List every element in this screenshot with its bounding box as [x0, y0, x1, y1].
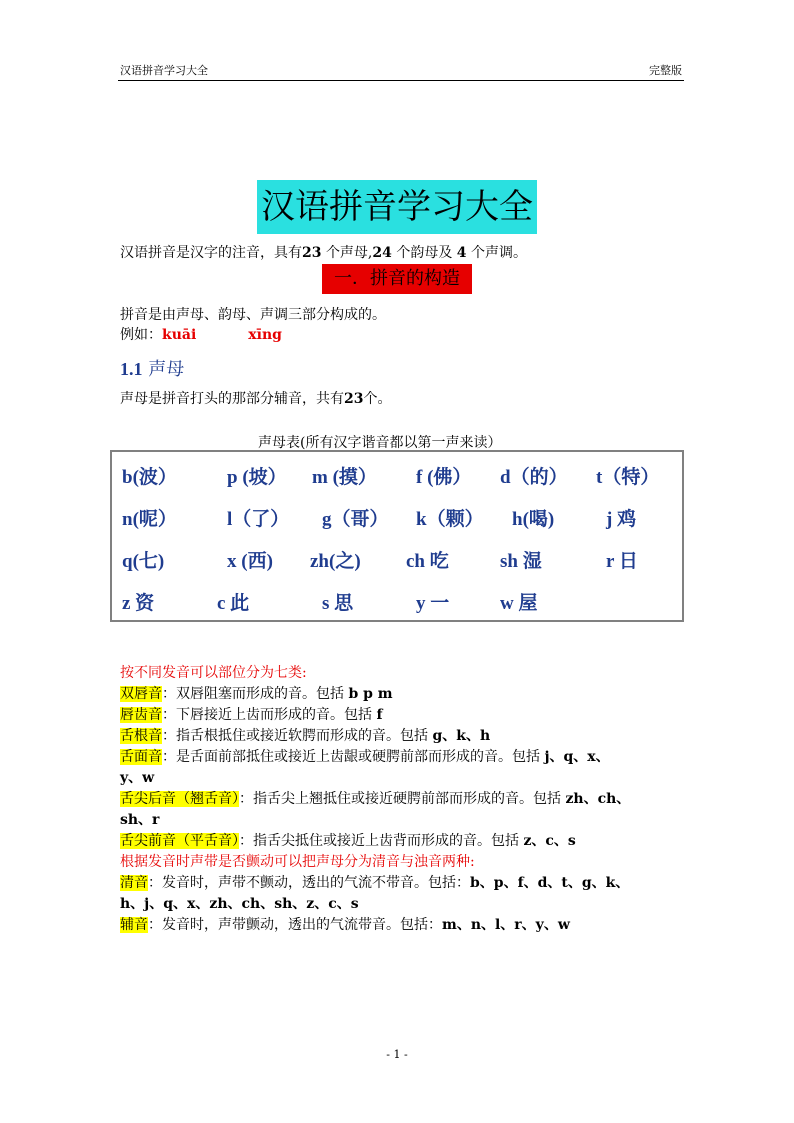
initial-cell: h(喝) — [512, 509, 555, 530]
initial-cell: p (坡） — [227, 467, 287, 488]
initial-cell: r 日 — [606, 551, 638, 572]
header-right: 完整版 — [649, 64, 682, 77]
initial-cell: n(呢） — [122, 509, 177, 530]
voicing-intro: 根据发音时声带是否颤动可以把声母分为清音与浊音两种: — [120, 854, 475, 870]
subheading-initials: 1.1 声母 — [120, 359, 185, 380]
document-title: 汉语拼音学习大全 — [257, 180, 537, 234]
initial-cell: t（特） — [596, 467, 660, 488]
initials-description: 声母是拼音打头的那部分辅音，共有23个。 — [120, 391, 392, 407]
section-heading: 一．拼音的构造 — [322, 264, 472, 294]
initial-cell: c 此 — [217, 593, 250, 614]
category-line-continued: y、w — [120, 770, 155, 786]
category-line: 舌尖后音（翘舌音）：指舌尖上翘抵住或接近硬腭前部而形成的音。包括 zh、ch、 — [120, 791, 631, 807]
initial-cell: y 一 — [416, 593, 450, 614]
category-line: 双唇音：双唇阻塞而形成的音。包括 b p m — [120, 686, 393, 702]
initial-cell: zh(之) — [310, 551, 361, 572]
initial-cell: z 资 — [122, 593, 155, 614]
initial-cell: f (佛） — [416, 467, 472, 488]
category-line: 舌尖前音（平舌音）：指舌尖抵住或接近上齿背而形成的音。包括 z、c、s — [120, 833, 576, 849]
page-number: - 1 - — [386, 1048, 408, 1061]
initial-cell: m (摸） — [312, 467, 377, 488]
initial-cell: s 思 — [322, 593, 354, 614]
category-line-continued: sh、r — [120, 812, 160, 828]
initial-cell: sh 湿 — [500, 551, 542, 572]
initial-cell: l（了） — [227, 509, 290, 530]
categories-intro: 按不同发音可以部位分为七类: — [120, 665, 307, 681]
voicing-line: 辅音：发音时，声带颤动，透出的气流带音。包括：m、n、l、r、y、w — [120, 917, 570, 933]
category-line: 唇齿音：下唇接近上齿而形成的音。包括 f — [120, 707, 383, 723]
initial-cell: b(波） — [122, 467, 177, 488]
category-line: 舌面音：是舌面前部抵住或接近上齿龈或硬腭前部而形成的音。包括 j、q、x、 — [120, 749, 610, 765]
voicing-line: 清音：发音时，声带不颤动，透出的气流不带音。包括：b、p、f、d、t、g、k、 — [120, 875, 630, 891]
header-divider — [118, 80, 684, 81]
intro-paragraph: 汉语拼音是汉字的注音，具有23 个声母,24 个韵母及 4 个声调。 — [120, 245, 527, 261]
initial-cell: g（哥） — [322, 509, 389, 530]
initial-cell: k（颗） — [416, 509, 484, 530]
initial-cell: w 屋 — [500, 593, 538, 614]
voicing-line-continued: h、j、q、x、zh、ch、sh、z、c、s — [120, 896, 359, 912]
table-caption: 声母表(所有汉字谐音都以第一声来读） — [258, 435, 502, 451]
initials-table — [110, 450, 684, 622]
category-line: 舌根音：指舌根抵住或接近软腭而形成的音。包括 g、k、h — [120, 728, 491, 744]
initial-cell: q(七) — [122, 551, 165, 572]
initial-cell: x (西) — [227, 551, 273, 572]
initial-cell: ch 吃 — [406, 551, 449, 572]
initial-cell: d（的） — [500, 467, 568, 488]
example-line: 例如：kuāi xīng — [120, 327, 282, 343]
header-left: 汉语拼音学习大全 — [120, 64, 208, 77]
structure-text: 拼音是由声母、韵母、声调三部分构成的。 — [120, 307, 386, 323]
initial-cell: j 鸡 — [606, 509, 637, 530]
